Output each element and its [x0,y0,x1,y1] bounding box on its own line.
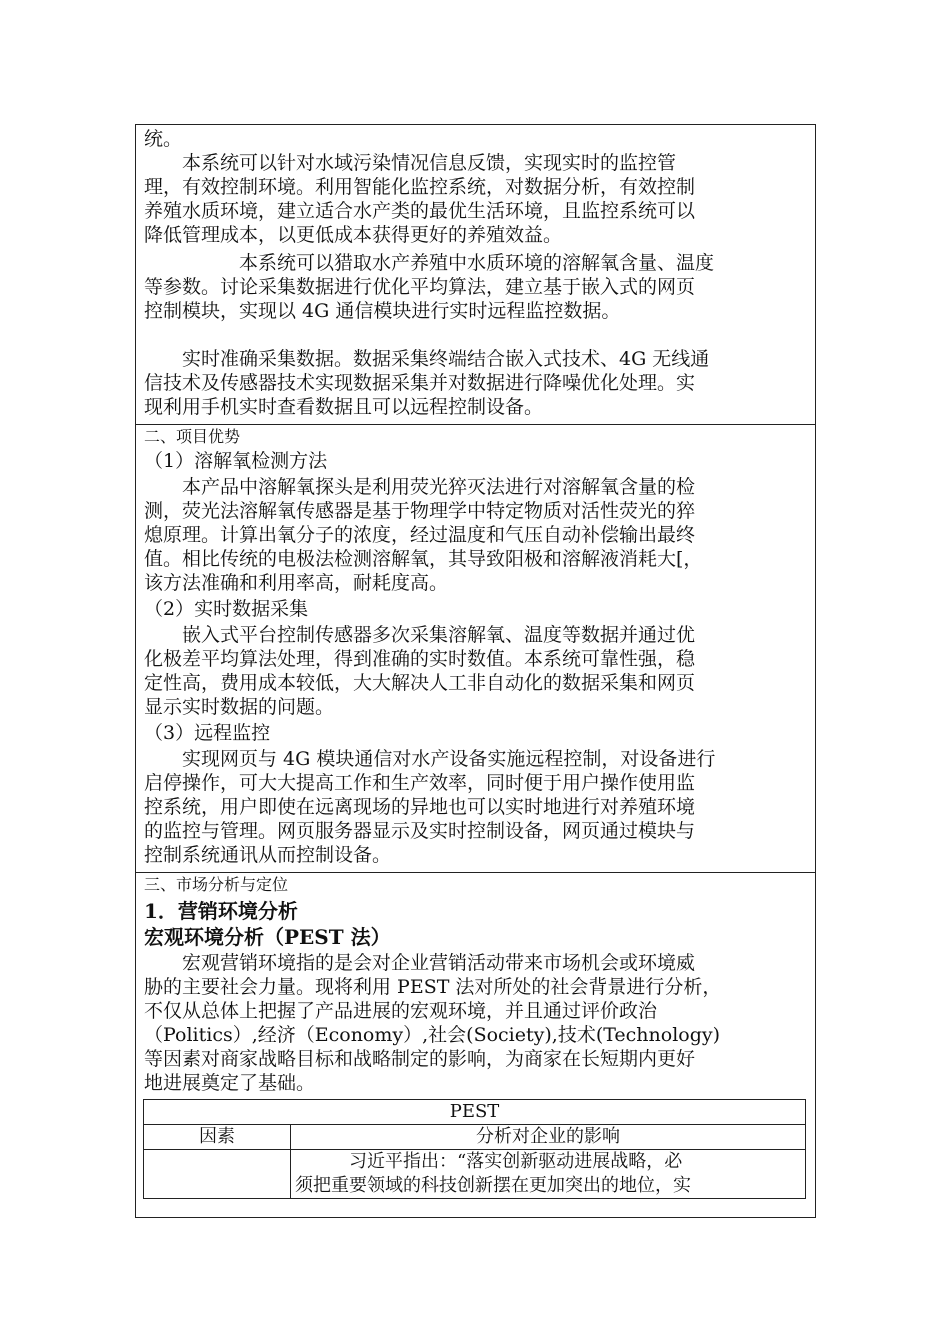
text-line: 等因素对商家战略目标和战略制定的影响，为商家在长短期内更好 [144,1048,696,1070]
table-title-cell: PEST [144,1100,806,1125]
text-line: （Politics）,经济（Economy）,社会(Society),技术(Technology) [144,1024,721,1046]
advantages-cell [136,425,815,873]
pest-table [143,1099,806,1199]
text-line: 养殖水质环境，建立适合水产类的最优生活环境，且监控系统可以 [144,200,696,222]
text-line: 地进展奠定了基础。 [144,1072,316,1094]
section-heading: 二、项目优势 [144,427,241,446]
subheading: 宏观环境分析（PEST 法） [144,925,391,949]
text-line: 显示实时数据的问题。 [144,696,335,718]
text-line: 本产品中溶解氧探头是利用荧光猝灭法进行对溶解氧含量的检 [144,476,696,498]
text-line: 控系统，用户即使在远离现场的异地也可以实时地进行对养殖环境 [144,796,696,818]
text-line: 定性高，费用成本较低，大大解决人工非自动化的数据采集和网页 [144,672,696,694]
document-frame [135,124,816,1218]
text-line: 启停操作，可大大提高工作和生产效率，同时便于用户操作使用监 [144,772,696,794]
intro-cell [136,125,815,425]
text-line: 宏观营销环境指的是会对企业营销活动带来市场机会或环境威 [144,952,696,974]
subsection-title: （3）远程监控 [144,722,271,744]
text-line: 嵌入式平台控制传感器多次采集溶解氧、温度等数据并通过优 [144,624,696,646]
text-line: 控制系统通讯从而控制设备。 [144,844,392,866]
text-line: 测，荧光法溶解氧传感器是基于物理学中特定物质对活性荧光的猝 [144,500,696,522]
table-row [144,1100,806,1125]
text-line: 该方法准确和利用率高，耐耗度高。 [144,572,449,594]
text-line: 胁的主要社会力量。现将利用 PEST 法对所处的社会背景进行分析， [144,976,722,998]
table-cell-line: 习近平指出：“落实创新驱动进展战略，必 [295,1151,683,1172]
subheading: 1．营销环境分析 [144,899,298,923]
text-line: 控制模块，实现以 4G 通信模块进行实时远程监控数据。 [144,300,621,322]
text-line: 理，有效控制环境。利用智能化监控系统，对数据分析，有效控制 [144,176,696,198]
text-line: 信技术及传感器技术实现数据采集并对数据进行降噪优化处理。实 [144,372,696,394]
text-line: 不仅从总体上把握了产品进展的宏观环境，并且通过评价政治 [144,1000,658,1022]
section-heading: 三、市场分析与定位 [144,875,289,894]
subsection-title: （2）实时数据采集 [144,598,309,620]
text-line: 现利用手机实时查看数据且可以远程控制设备。 [144,396,544,418]
text-line: 化极差平均算法处理，得到准确的实时数值。本系统可靠性强，稳 [144,648,696,670]
text-line: 值。相比传统的电极法检测溶解氧，其导致阳极和溶解液消耗大[， [144,548,703,570]
text-line: 的监控与管理。网页服务器显示及实时控制设备，网页通过模块与 [144,820,696,842]
table-cell [291,1150,806,1199]
text-line: 本系统可以针对水域污染情况信息反馈，实现实时的监控管 [144,152,677,174]
table-header-cell: 分析对企业的影响 [291,1125,806,1150]
text-line: 等参数。讨论采集数据进行优化平均算法，建立基于嵌入式的网页 [144,276,696,298]
table-cell-line: 须把重要领域的科技创新摆在更加突出的地位，实 [295,1175,691,1196]
table-cell [144,1150,291,1199]
text-line: 降低管理成本，以更低成本获得更好的养殖效益。 [144,224,563,246]
text-line: 本系统可以猎取水产养殖中水质环境的溶解氧含量、温度 [144,252,715,274]
text-line: 统。 [144,128,183,150]
table-row [144,1150,806,1199]
table-header-cell: 因素 [144,1125,291,1150]
text-line: 实时准确采集数据。数据采集终端结合嵌入式技术、4G 无线通 [144,348,710,370]
text-line: 实现网页与 4G 模块通信对水产设备实施远程控制，对设备进行 [144,748,716,770]
text-line: 熄原理。计算出氧分子的浓度，经过温度和气压自动补偿输出最终 [144,524,696,546]
table-row [144,1125,806,1150]
subsection-title: （1）溶解氧检测方法 [144,450,328,472]
